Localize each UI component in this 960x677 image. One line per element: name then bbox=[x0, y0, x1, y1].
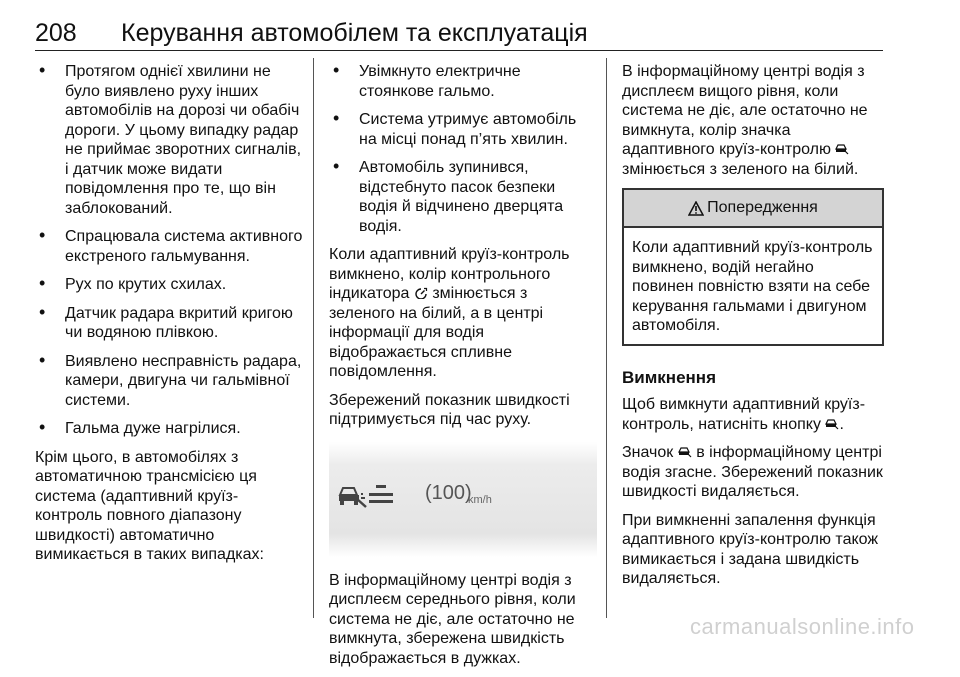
text: Коли адаптивний круїз-контроль вимкнено, колір контрольного індикатора bbox=[329, 246, 570, 302]
page-title: Керування автомобілем та експлуатація bbox=[121, 19, 588, 47]
list-item: • Датчик радара вкритий кригою чи водяною плівкою. bbox=[35, 304, 305, 343]
text: . bbox=[839, 415, 844, 433]
bullet-list bbox=[329, 62, 597, 236]
list-item: • Система утримує автомобіль на місці понад п’ять хвилин. bbox=[329, 110, 597, 149]
column-2 bbox=[329, 62, 597, 677]
adaptive-cruise-car-icon bbox=[337, 483, 369, 509]
watermark: carmanualsonline.info bbox=[690, 614, 915, 639]
speed-unit: km/h bbox=[468, 493, 492, 506]
text: Щоб вимкнути адаптивний круїз-контроль, натисніть кнопку bbox=[622, 396, 866, 433]
driver-info-display bbox=[329, 442, 597, 557]
section-title: Вимкнення bbox=[622, 367, 716, 387]
adaptive-cruise-button-icon bbox=[825, 418, 839, 430]
text: змінюється з зеленого на білий. bbox=[622, 160, 859, 178]
warning-triangle-icon bbox=[688, 201, 704, 216]
paragraph bbox=[622, 395, 884, 434]
column-1 bbox=[35, 62, 305, 574]
warning-header bbox=[624, 190, 882, 228]
stored-speed-value: (100) bbox=[425, 481, 472, 504]
list-item: • Виявлено несправність радара, камери, двигуна чи гальмівної системи. bbox=[35, 352, 305, 411]
warning-text: Коли адаптивний круїз-контроль вимкнено, водій негайно повинен повністю взяти на себе керування гальмами і двигуном автомобіля. bbox=[632, 239, 873, 334]
paragraph: При вимкненні запалення функція адаптивного круїз-контролю також вимикається і задана швидкість видаляється. bbox=[622, 511, 879, 587]
paragraph bbox=[329, 245, 597, 382]
text: Значок bbox=[622, 444, 674, 461]
list-item: • Спрацювала система активного екстреного гальмування. bbox=[35, 227, 305, 266]
page-number: 208 bbox=[35, 19, 77, 47]
following-distance-icon bbox=[369, 485, 393, 505]
column-3 bbox=[622, 62, 884, 598]
column-divider bbox=[313, 58, 314, 618]
paragraph: Збережений показник швидкості підтримується під час руху. bbox=[329, 391, 570, 428]
paragraph bbox=[622, 62, 884, 179]
paragraph: В інформаційному центрі водія з дисплеєм середнього рівня, коли система не діє, але остаточно не вимкнута, збережена швидкість відображається в дужках. bbox=[329, 571, 576, 667]
list-item: • Автомобіль зупинився, відстебнуто пасок безпеки водія й відчинено дверцята водія. bbox=[329, 158, 597, 236]
warning-title: Попередження bbox=[707, 199, 818, 217]
text: в інформаційному центрі водія згасне. Збережений показник швидкості видаляється. bbox=[622, 444, 883, 500]
text: змінюється з зеленого на білий, а в центрі інформації для водія відображається спливне повідомлення. bbox=[329, 285, 544, 380]
cruise-control-icon bbox=[414, 287, 428, 299]
adaptive-cruise-icon bbox=[678, 446, 692, 458]
page-header bbox=[35, 18, 883, 51]
text: В інформаційному центрі водія з дисплеєм вищого рівня, коли система не діє, але остаточно не вимкнута, колір значка адаптивного круїз-контролю bbox=[622, 63, 868, 158]
list-item: • Протягом однієї хвилини не було виявлено руху інших автомобілів на дорозі чи обабіч дороги. У цьому випадку радар не приймає зворотних сигналів, і датчик може видати повідомлення про те, що він заблокований. bbox=[35, 62, 305, 218]
paragraph: Крім цього, в автомобілях з автоматичною трансмісією ця система (адаптивний круїз-контроль повного діапазону швидкості) автоматично вимикається в таких випадках: bbox=[35, 448, 264, 563]
list-item: • Рух по крутих схилах. bbox=[35, 275, 305, 295]
list-item: • Увімкнуто електричне стоянкове гальмо. bbox=[329, 62, 597, 101]
paragraph bbox=[622, 443, 884, 502]
column-divider bbox=[606, 58, 607, 618]
warning-box bbox=[622, 188, 884, 346]
adaptive-cruise-icon bbox=[835, 143, 849, 155]
bullet-list bbox=[35, 62, 305, 439]
list-item: • Гальма дуже нагрілися. bbox=[35, 419, 305, 439]
